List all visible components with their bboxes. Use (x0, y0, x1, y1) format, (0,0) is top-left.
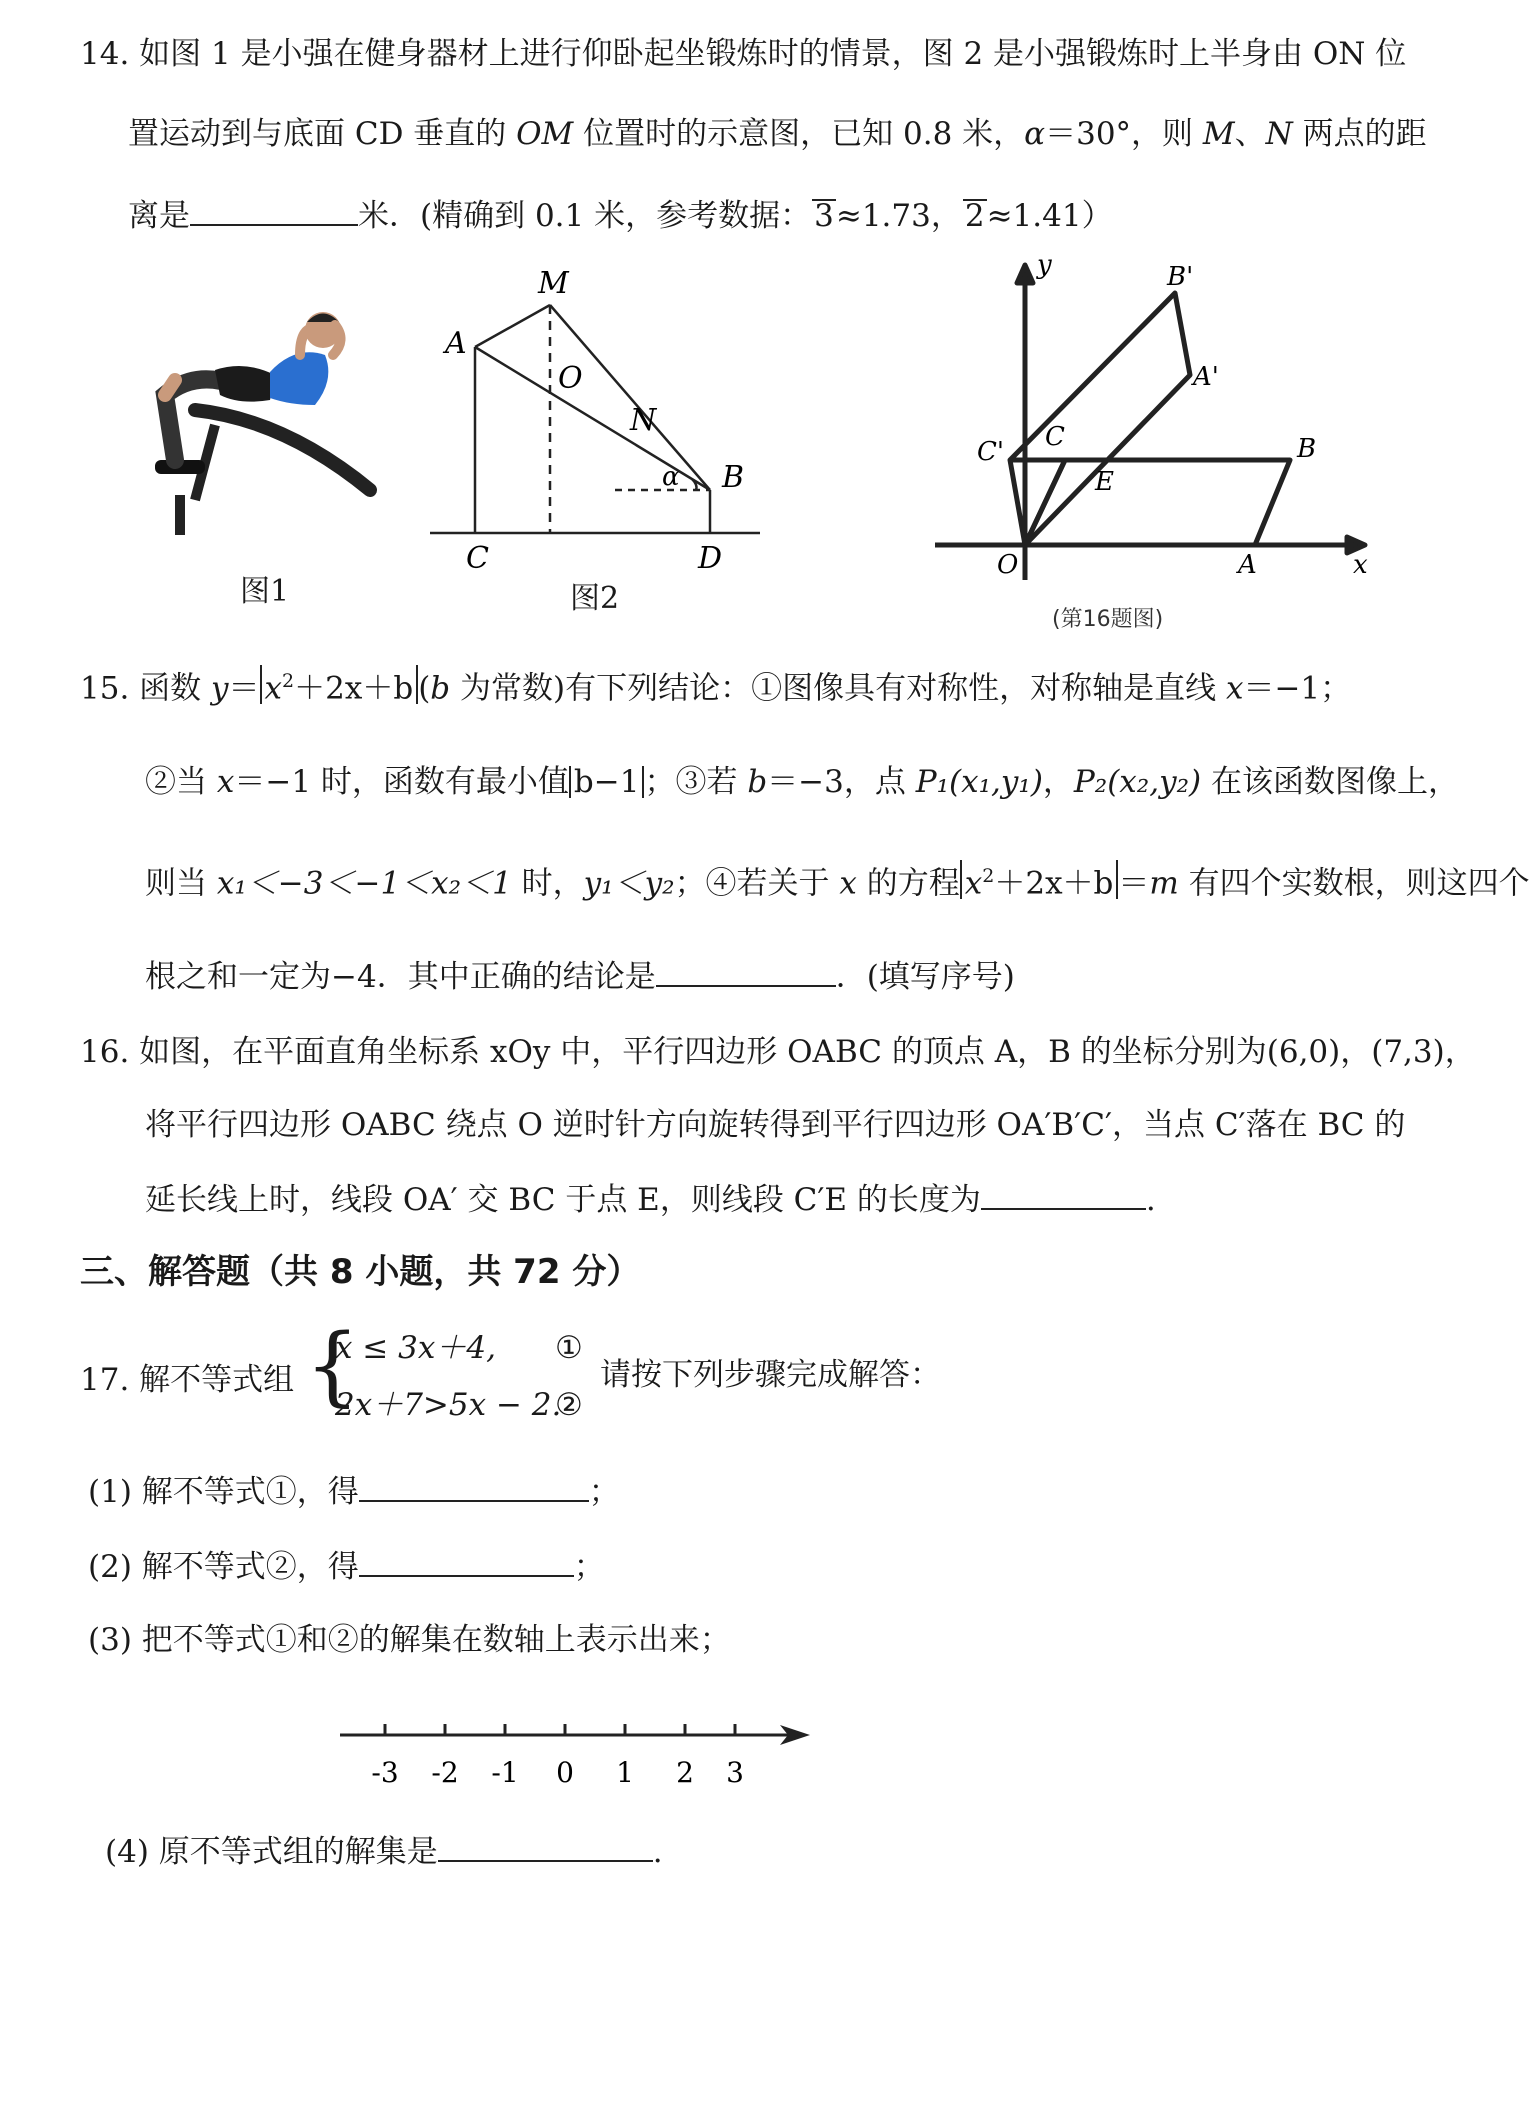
q16-number: 16. (80, 1034, 130, 1070)
q15-text-3i: ＝ (1118, 865, 1150, 902)
label-A: A (1238, 550, 1257, 580)
inequality-2 (335, 1385, 561, 1425)
q17-step2-end: ； (573, 1549, 605, 1585)
figure2-caption: 图2 (570, 581, 620, 616)
q14-text-2e: ＝30°，则 (1045, 116, 1203, 152)
q15-text-1a: 函数 (139, 670, 212, 707)
q15-text-3f: x (839, 865, 857, 902)
q15-text-1f: 为常数)有下列结论：①图像具有对称性，对称轴是直线 (450, 670, 1226, 707)
q14-text-2b: OM (516, 116, 574, 152)
q15-text-3c: 时， (511, 865, 584, 902)
tick-label: 0 (556, 1756, 574, 1789)
label-B: B (1297, 434, 1317, 464)
label-C-prime: C' (977, 437, 1005, 467)
q17-step1-blank[interactable] (359, 1470, 589, 1502)
inequality-1 (335, 1328, 496, 1368)
label-A-prime: A' (1193, 362, 1219, 392)
point-P1: P₁(x₁,y₁) (915, 764, 1043, 800)
sqrt2: 2 (964, 198, 985, 234)
q14-number: 14. (80, 36, 130, 72)
q15-text-3d: y₁＜y₂ (583, 865, 675, 902)
q14-text-2g: 、 (1234, 116, 1266, 152)
q15-text-2e: ；③若 (644, 764, 748, 800)
q15-text-1d: ( (418, 670, 431, 707)
q16-line3 (145, 1178, 1156, 1220)
q15-text-4a: 根之和一定为−4．其中正确的结论是 (145, 959, 656, 995)
abs-x-3: x (964, 865, 983, 902)
label-E: E (1095, 467, 1114, 497)
q17-step1-text: (1) 解不等式①，得 (88, 1474, 359, 1510)
abs-expression-2: b−1 (569, 766, 645, 798)
q17-step2-blank[interactable] (359, 1545, 574, 1577)
q17-intro-text: 解不等式组 (139, 1362, 295, 1398)
q17-step4-end: . (652, 1834, 663, 1870)
q14-text-2f: M (1202, 116, 1235, 152)
figure2-geometry-diagram (430, 255, 770, 585)
q15-text-1c: ＝ (228, 670, 260, 707)
tick-label: -3 (371, 1756, 399, 1789)
q15-text-2c: ＝−1 时，函数有最小值 (234, 764, 569, 800)
system-brace: { (305, 1316, 360, 1416)
axis-y-label: y (1037, 250, 1052, 280)
q15-text-2f: b (747, 764, 768, 800)
axis-x-label: x (1353, 550, 1368, 580)
q15-line3 (145, 860, 1530, 903)
label-B-prime: B' (1167, 262, 1194, 292)
label-O: O (997, 550, 1019, 580)
q15-line1 (80, 665, 1351, 708)
q14-line2 (128, 114, 1427, 154)
abs-expression-1: $x^2+2x+b$ (260, 665, 419, 704)
label-D: D (698, 541, 723, 576)
q15-number: 15. (80, 670, 130, 707)
q15-text-3a: 则当 (145, 865, 217, 902)
q16-line1 (80, 1032, 1476, 1072)
inequality-1-text: x ≤ 3x＋4, (335, 1330, 496, 1366)
q15-text-1e: b (430, 670, 451, 707)
q17-step4 (105, 1830, 663, 1872)
q14-answer-blank[interactable] (190, 194, 358, 226)
tick-label: -2 (431, 1756, 459, 1789)
label-C: C (466, 541, 489, 576)
q15-text-3g: 的方程 (856, 865, 960, 902)
abs-x-1: x (264, 670, 283, 707)
point-P2: P₂(x₂,y₂) (1073, 764, 1202, 800)
q17-step4-blank[interactable] (438, 1830, 653, 1862)
label-O: O (558, 361, 583, 396)
q16-text-3a: 延长线上时，线段 OA′ 交 BC 于点 E，则线段 C′E 的长度为 (145, 1182, 981, 1218)
q16-line2: 将平行四边形 OABC 绕点 O 逆时针方向旋转得到平行四边形 OA′B′C′，当点 C′落在 BC 的 (145, 1107, 1406, 1143)
q15-text-1b: y (211, 670, 229, 707)
abs-expression-3: $x^2+2x+b$ (960, 860, 1119, 899)
q15-text-2g: ＝−3，点 (767, 764, 916, 800)
figure1-caption: 图1 (240, 574, 290, 609)
q14-line1 (80, 34, 1406, 74)
q17-instruction: 请按下列步骤完成解答： (600, 1357, 941, 1393)
q17-number: 17. (80, 1362, 130, 1398)
q15-text-3k: 有四个实数根，则这四个 (1178, 865, 1530, 902)
label-N: N (630, 403, 657, 438)
q14-approx2: ≈1.41） (986, 198, 1113, 234)
q15-text-1h: ＝−1； (1243, 670, 1352, 707)
q14-text-2a: 置运动到与底面 CD 垂直的 (128, 116, 517, 152)
q15-text-4b: ．(填写序号) (835, 959, 1015, 995)
q17-step2 (88, 1545, 605, 1587)
q15-text-2a: ②当 (145, 764, 217, 800)
q17-step1 (88, 1470, 620, 1512)
marker-1: ① (555, 1330, 583, 1366)
q17-step3: (3) 把不等式①和②的解集在数轴上表示出来； (88, 1622, 731, 1658)
q14-line3 (128, 194, 1113, 236)
inequality-2-text: 2x＋7>5x − 2. (335, 1387, 562, 1423)
abs-rest-1: ＋2x＋b (294, 670, 414, 707)
q16-text-1: 如图，在平面直角坐标系 xOy 中，平行四边形 OABC 的顶点 A，B 的坐标分别为(6,0)，(7,3)， (139, 1034, 1476, 1070)
sqrt3: 3 (814, 198, 834, 234)
q14-text-2h: N (1265, 116, 1293, 152)
q15-text-2b: x (216, 764, 235, 800)
tick-label: 1 (616, 1756, 634, 1789)
q15-text-3e: ；④若关于 (674, 865, 840, 902)
q15-text-1g: x (1225, 670, 1244, 707)
label-M: M (538, 266, 569, 301)
q14-text-3b: 米．(精确到 0.1 米，参考数据： (358, 198, 812, 234)
q17-intro (80, 1360, 294, 1400)
q15-line4 (145, 955, 1015, 997)
tick-label: 3 (726, 1756, 744, 1789)
tick-label: 2 (676, 1756, 694, 1789)
q15-answer-blank[interactable] (656, 955, 836, 987)
q17-step4-text: (4) 原不等式组的解集是 (105, 1834, 438, 1870)
abs-rest-3: ＋2x＋b (994, 865, 1114, 902)
q16-answer-blank[interactable] (981, 1178, 1146, 1210)
q15-line2 (145, 762, 1459, 802)
q14-text-2c: 位置时的示意图，已知 0.8 米， (573, 116, 1025, 152)
alpha-symbol: α (1024, 116, 1046, 152)
q15-text-3b: x₁＜−3＜−1＜x₂＜1 (216, 865, 512, 902)
situp-person-illustration (135, 300, 385, 540)
section-heading: 三、解答题（共 8 小题，共 72 分） (80, 1252, 641, 1292)
q14-approx1: ≈1.73， (835, 198, 962, 234)
q14-text-2i: 两点的距 (1292, 116, 1427, 152)
figure16-coordinate-diagram (935, 250, 1395, 595)
q14-text-3a: 离是 (128, 198, 190, 234)
figure16-caption: (第16题图) (1052, 607, 1164, 632)
label-B: B (722, 460, 745, 495)
tick-label: -1 (491, 1756, 519, 1789)
q14-text-1: 如图 1 是小强在健身器材上进行仰卧起坐锻炼时的情景，图 2 是小强锻炼时上半身由 ON 位 (139, 36, 1407, 72)
q17-step1-end: ； (588, 1474, 620, 1510)
label-A: A (445, 326, 467, 361)
q15-text-2k: 在该函数图像上， (1201, 764, 1459, 800)
q16-text-3b: . (1145, 1182, 1156, 1218)
q17-step2-text: (2) 解不等式②，得 (88, 1549, 359, 1585)
q15-text-2i: ， (1042, 764, 1074, 800)
marker-2: ② (555, 1387, 583, 1423)
label-alpha: α (662, 462, 680, 492)
number-line (340, 1710, 820, 1810)
label-C: C (1045, 422, 1065, 452)
q15-text-3j: m (1149, 865, 1179, 902)
